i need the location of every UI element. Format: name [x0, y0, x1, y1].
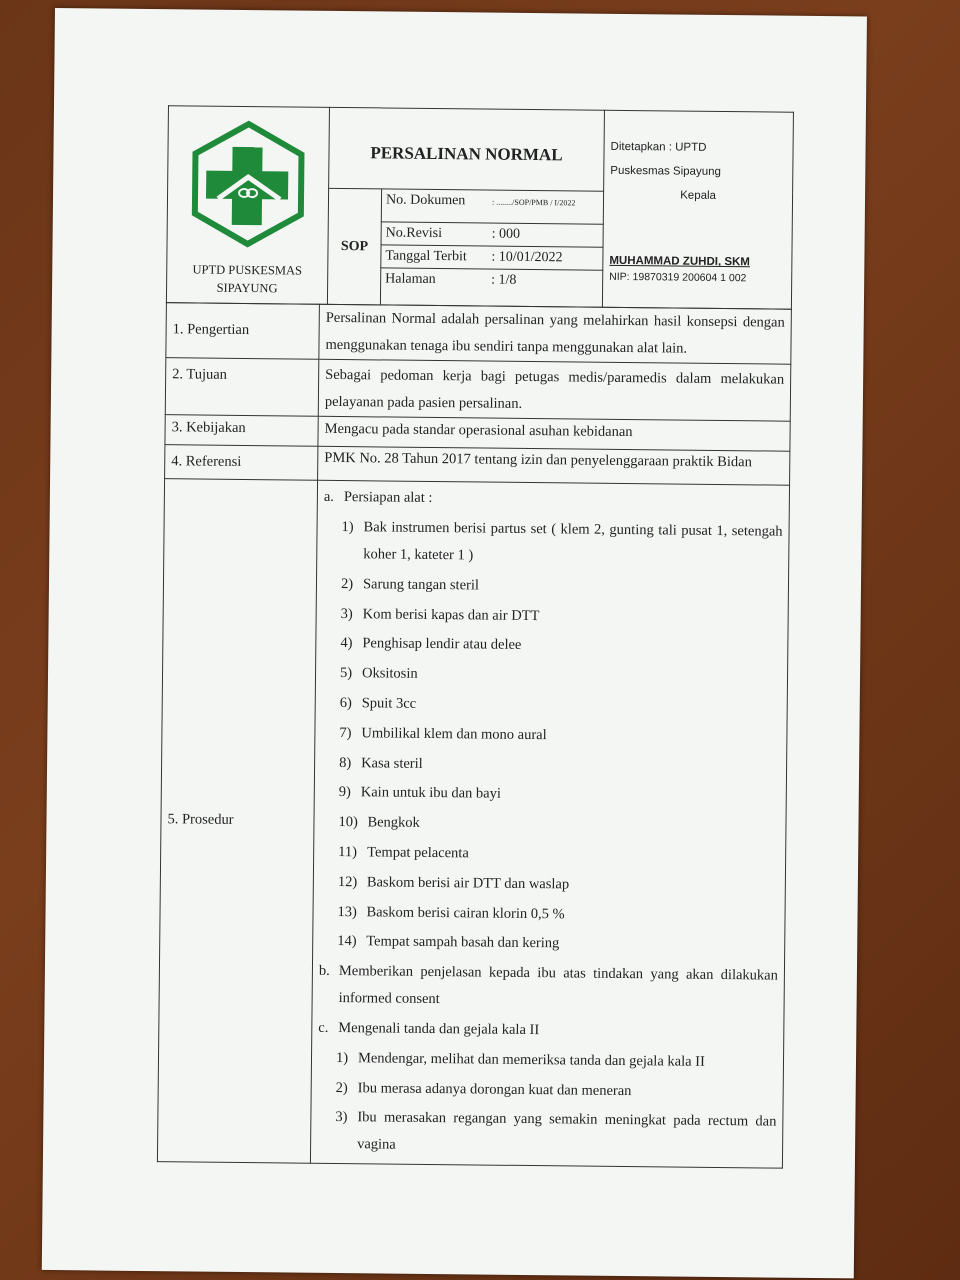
- signer-nip: NIP: 19870319 200604 1 002: [609, 271, 747, 285]
- sop-label: SOP: [327, 188, 381, 305]
- signs-list: [317, 1045, 777, 1163]
- list-item: 4) Penghisap lendir atau delee: [340, 635, 522, 654]
- header-table: [166, 105, 794, 310]
- ditetapkan-line2: Puskesmas Sipayung: [610, 164, 721, 179]
- list-item: 14) Tempat sampah basah dan kering: [337, 933, 560, 952]
- list-item: 7) Umbilikal klem dan mono aural: [339, 724, 547, 743]
- section-text-pengertian: Persalinan Normal adalah persalinan yang melahirkan hasil konsepsi dengan menggunakan tenaga ibu sendiri tanpa menggunakan alat lain.: [319, 305, 792, 365]
- puskesmas-logo-icon: [187, 118, 308, 249]
- signer-name: MUHAMMAD ZUHDI, SKM: [609, 255, 750, 269]
- step-a: a. Persiapan alat :: [323, 489, 433, 507]
- meta-row: No. Dokumen : ......../SOP/PMB / I/2022: [381, 189, 603, 225]
- meta-row: Halaman : 1/8: [380, 268, 602, 308]
- equipment-list: [319, 514, 783, 960]
- sop-document: [157, 105, 794, 1168]
- list-item: 9) Kain untuk ibu dan bayi: [338, 784, 502, 803]
- section-text-kebijakan: Mengacu pada standar operasional asuhan kebidanan: [318, 416, 790, 451]
- logo-cell: [166, 106, 329, 305]
- section-label-referensi: 4. Referensi: [165, 445, 318, 481]
- list-item: 11) Tempat pelacenta: [338, 844, 469, 862]
- list-item: 3) Ibu merasakan regangan yang semakin meningkat pada rectum dan vagina: [335, 1109, 777, 1153]
- section-label-kebijakan: 3. Kebijakan: [165, 414, 318, 446]
- document-title: PERSALINAN NORMAL: [329, 107, 605, 191]
- section-prosedur: [310, 481, 789, 1169]
- section-text-referensi: PMK No. 28 Tahun 2017 tentang izin dan penyelenggaraan praktik Bidan: [318, 446, 790, 485]
- list-item: 5) Oksitosin: [339, 665, 418, 682]
- content-table: [157, 302, 792, 1168]
- step-c: c. Mengenali tanda dan gejala kala II: [318, 1019, 540, 1039]
- step-b: b. Memberikan penjelasan kepada ibu atas tindakan yang akan dilakukan informed consent: [318, 963, 778, 1008]
- list-item: 2) Sarung tangan steril: [340, 575, 480, 594]
- section-text-tujuan: Sebagai pedoman kerja bagi petugas medis/paramedis dalam melakukan pelayanan pada pasien persalinan.: [318, 359, 791, 421]
- approval-cell: [602, 110, 793, 309]
- list-item: 6) Spuit 3cc: [339, 694, 417, 712]
- list-item: 8) Kasa steril: [339, 754, 423, 772]
- list-item: 1) Mendengar, melihat dan memeriksa tanda dan gejala kala II: [335, 1049, 705, 1070]
- section-label-tujuan: 2. Tujuan: [165, 358, 319, 416]
- meta-row: Tanggal Terbit : 10/01/2022: [381, 245, 603, 270]
- section-label-prosedur: 5. Prosedur: [157, 479, 317, 1163]
- section-label-pengertian: 1. Pengertian: [166, 303, 320, 359]
- list-item: 2) Ibu merasa adanya dorongan kuat dan meneran: [335, 1079, 632, 1099]
- meta-row: No.Revisi : 000: [381, 222, 603, 247]
- ditetapkan-line: Ditetapkan : UPTD: [610, 140, 707, 154]
- list-item: 13) Baskom berisi cairan klorin 0,5 %: [337, 903, 565, 923]
- kepala-label: Kepala: [680, 189, 717, 203]
- paper-sheet: [42, 8, 867, 1278]
- list-item: 10) Bengkok: [338, 814, 420, 832]
- list-item: 1) Bak instrumen berisi partus set ( klem 2, gunting tali pusat 1, setengah koher 1, kateter 1 ): [341, 519, 783, 564]
- list-item: 3) Kom berisi kapas dan air DTT: [340, 605, 540, 624]
- org-name: UPTD PUSKESMAS SIPAYUNG: [192, 262, 303, 296]
- list-item: 12) Baskom berisi air DTT dan waslap: [337, 873, 570, 893]
